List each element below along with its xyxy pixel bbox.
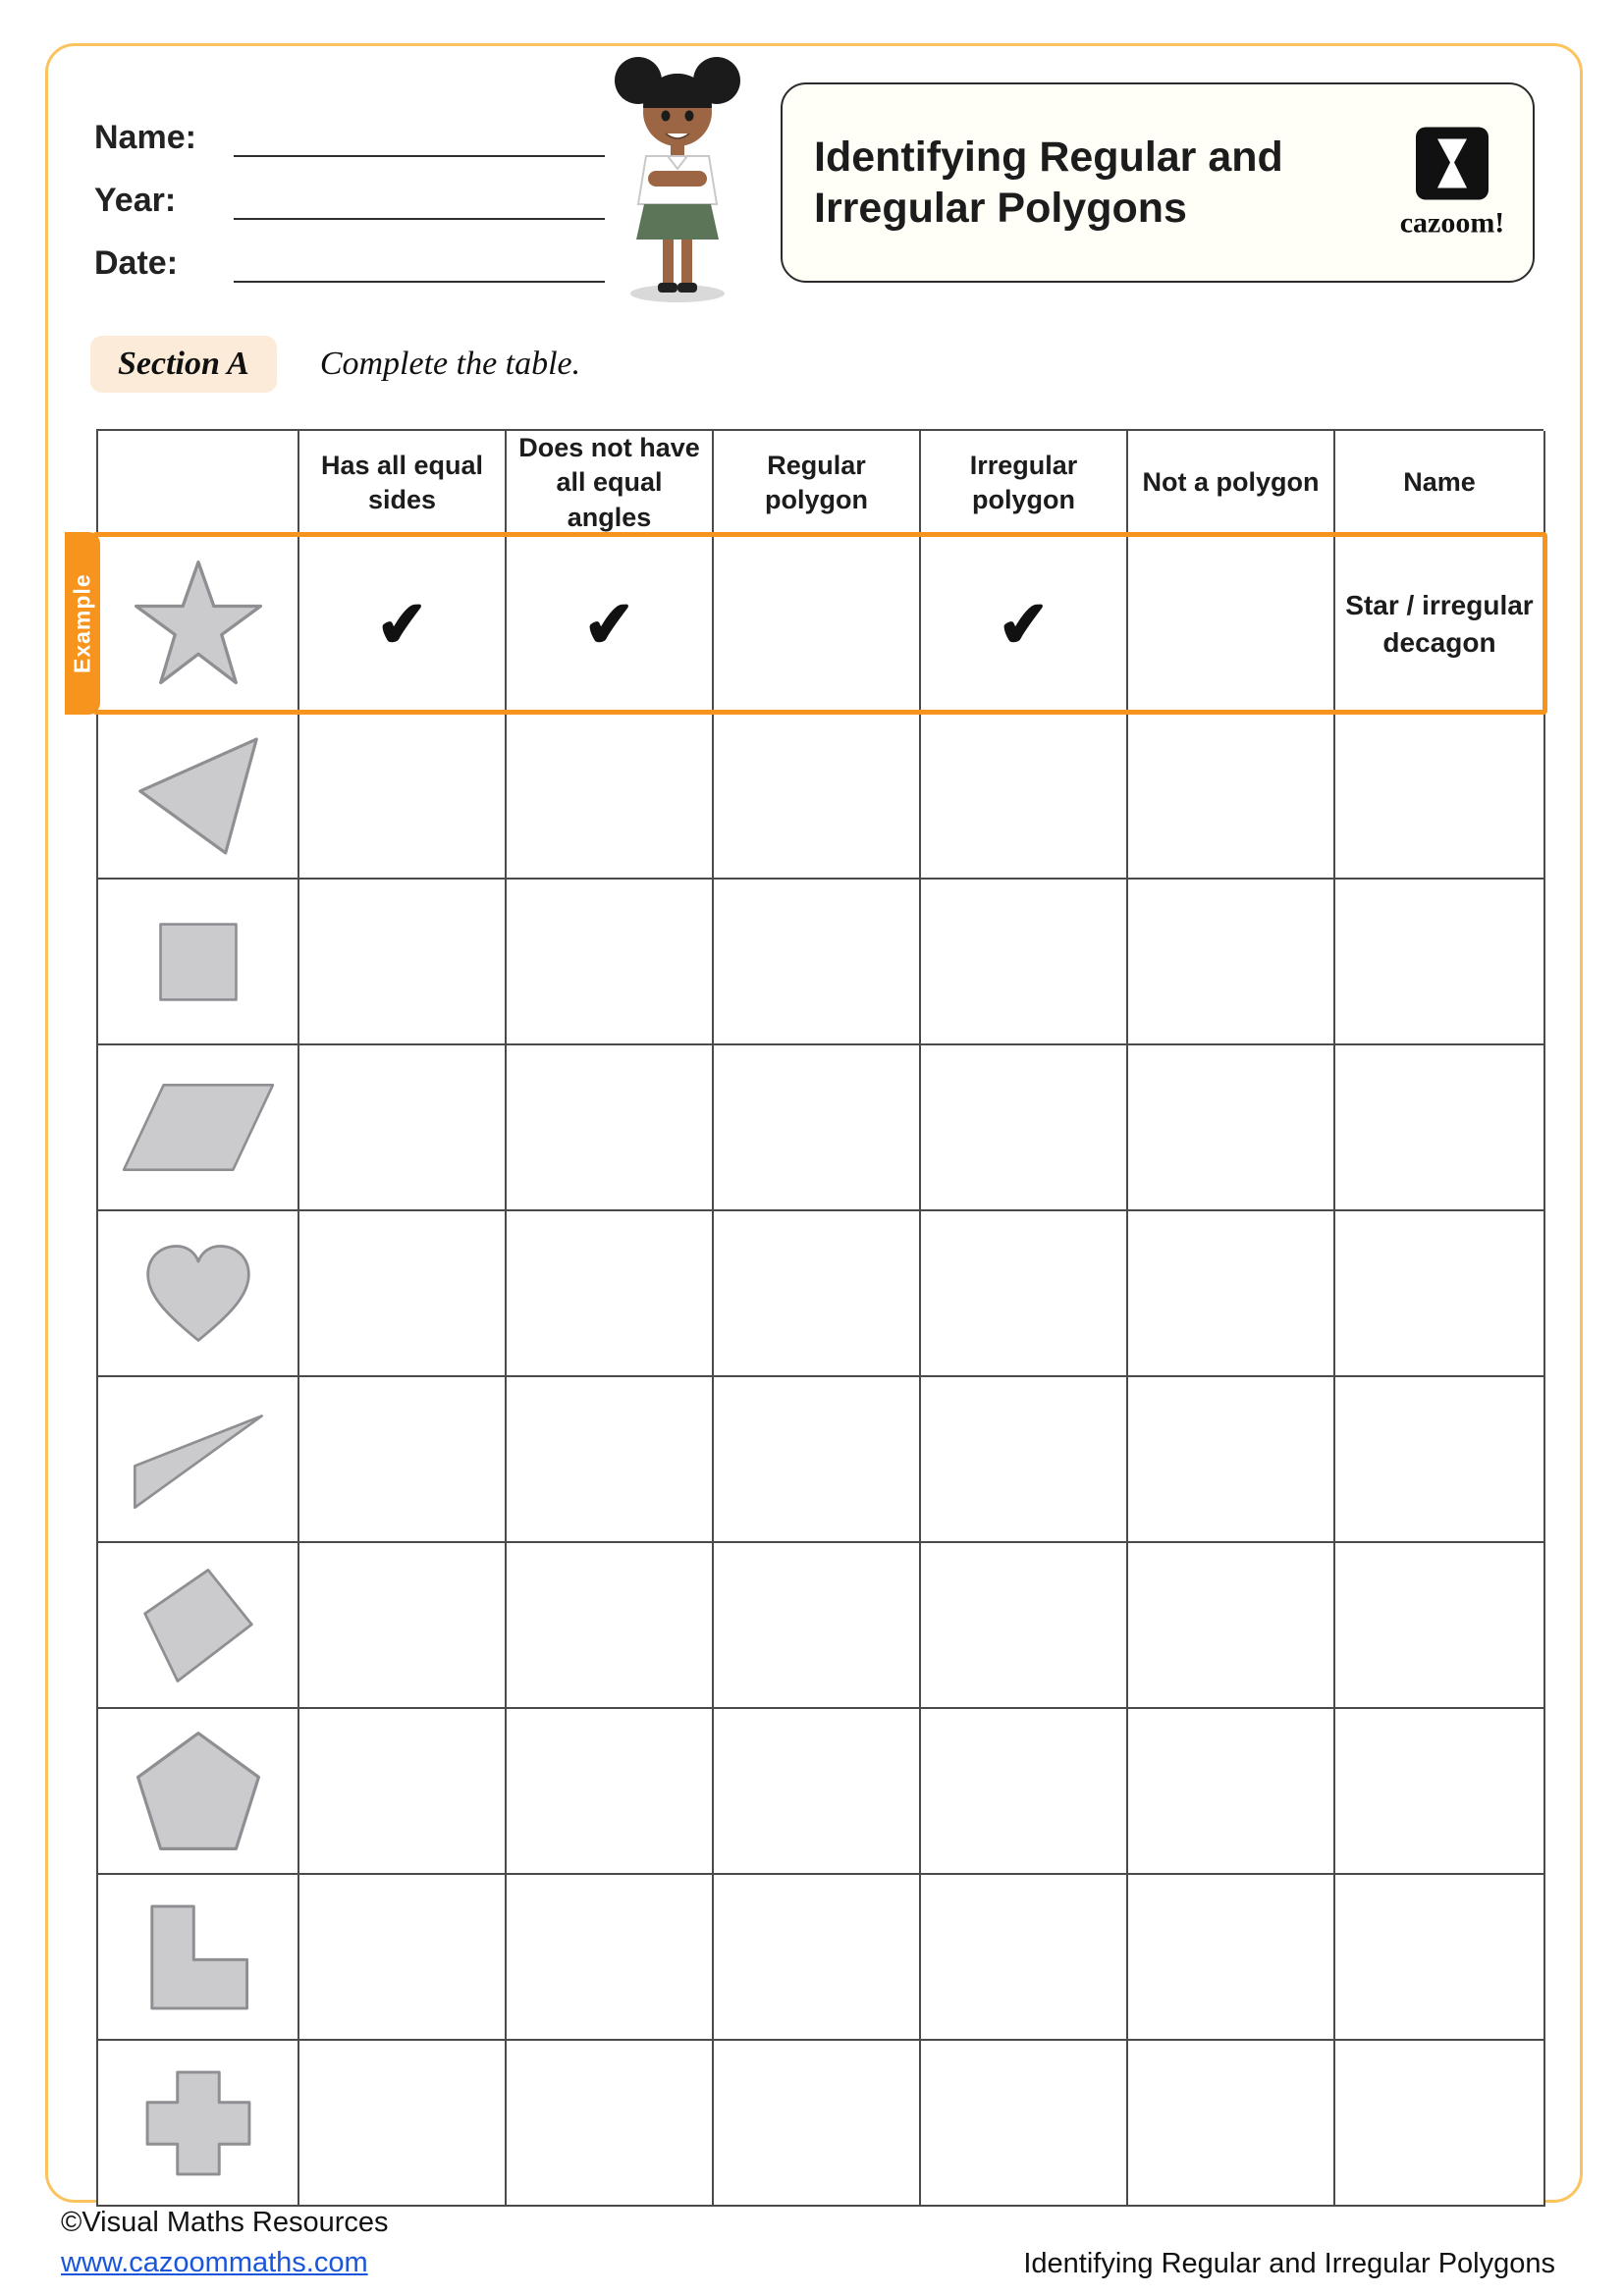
name-cell[interactable] bbox=[1335, 880, 1545, 1045]
answer-cell[interactable] bbox=[1128, 1543, 1335, 1709]
answer-cell[interactable] bbox=[299, 537, 507, 714]
answer-cell[interactable] bbox=[507, 714, 714, 880]
section-instruction: Complete the table. bbox=[319, 346, 581, 382]
shape-cell-heart bbox=[98, 1211, 299, 1377]
answer-cell[interactable] bbox=[299, 714, 507, 880]
answer-cell[interactable] bbox=[1128, 714, 1335, 880]
column-header: Irregular polygon bbox=[921, 431, 1128, 537]
name-cell[interactable] bbox=[1335, 1709, 1545, 1875]
cazoom-logo-icon bbox=[1414, 126, 1490, 207]
column-header: Name bbox=[1335, 431, 1545, 537]
name-cell[interactable]: Star / irregular decagon bbox=[1335, 537, 1545, 714]
answer-cell[interactable] bbox=[1128, 2041, 1335, 2207]
answer-cell[interactable] bbox=[1128, 1875, 1335, 2041]
answer-cell[interactable] bbox=[507, 1709, 714, 1875]
shape-column-header bbox=[98, 431, 299, 537]
answer-cell[interactable] bbox=[1128, 1377, 1335, 1543]
worksheet-title: Identifying Regular and Irregular Polygons bbox=[814, 133, 1283, 232]
year-field-row bbox=[94, 157, 624, 220]
name-field-row bbox=[94, 94, 624, 157]
polygon-table bbox=[69, 429, 1543, 2207]
answer-cell[interactable] bbox=[714, 537, 921, 714]
checkmark-icon: ✔ bbox=[580, 587, 638, 662]
column-header: Has all equal sides bbox=[299, 431, 507, 537]
answer-cell[interactable] bbox=[299, 1377, 507, 1543]
cross-icon bbox=[140, 2065, 256, 2181]
answer-cell[interactable] bbox=[507, 2041, 714, 2207]
answer-cell[interactable] bbox=[714, 1875, 921, 2041]
answer-cell[interactable] bbox=[507, 537, 714, 714]
shape-cell-rotated-quadrilateral bbox=[98, 1543, 299, 1709]
answer-cell[interactable] bbox=[299, 1045, 507, 1211]
shape-cell-cross bbox=[98, 2041, 299, 2207]
answer-cell[interactable] bbox=[1128, 1211, 1335, 1377]
thin-scalene-triangle-icon bbox=[131, 1408, 266, 1512]
cazoom-logo bbox=[1393, 126, 1511, 240]
answer-cell[interactable] bbox=[507, 880, 714, 1045]
shape-cell-l-shape bbox=[98, 1875, 299, 2041]
answer-cell[interactable] bbox=[714, 714, 921, 880]
answer-cell[interactable] bbox=[921, 1875, 1128, 2041]
answer-cell[interactable] bbox=[921, 1211, 1128, 1377]
name-cell[interactable] bbox=[1335, 714, 1545, 880]
name-cell[interactable] bbox=[1335, 1045, 1545, 1211]
answer-cell[interactable] bbox=[507, 1211, 714, 1377]
shape-cell-scalene-triangle-left bbox=[98, 714, 299, 880]
answer-cell[interactable] bbox=[921, 1709, 1128, 1875]
year-label: Year: bbox=[94, 182, 177, 219]
answer-cell[interactable] bbox=[299, 1875, 507, 2041]
checkmark-icon: ✔ bbox=[373, 587, 431, 662]
shape-cell-pentagon bbox=[98, 1709, 299, 1875]
answer-cell[interactable] bbox=[299, 1709, 507, 1875]
answer-cell[interactable] bbox=[1128, 537, 1335, 714]
answer-cell[interactable] bbox=[299, 1211, 507, 1377]
copyright-text: ©Visual Maths Resources bbox=[61, 2207, 389, 2238]
name-cell[interactable] bbox=[1335, 1377, 1545, 1543]
l-shape-icon bbox=[140, 1899, 256, 2015]
name-cell[interactable] bbox=[1335, 1875, 1545, 2041]
answer-cell[interactable] bbox=[921, 2041, 1128, 2207]
answer-cell[interactable] bbox=[714, 1543, 921, 1709]
answer-cell[interactable] bbox=[507, 1377, 714, 1543]
answer-cell[interactable] bbox=[921, 880, 1128, 1045]
name-cell[interactable] bbox=[1335, 1211, 1545, 1377]
website-link[interactable]: www.cazoommaths.com bbox=[61, 2247, 368, 2278]
shape-cell-star bbox=[98, 537, 299, 714]
student-info-fields bbox=[94, 94, 624, 283]
section-label: Section A bbox=[90, 336, 277, 393]
answer-cell[interactable] bbox=[921, 714, 1128, 880]
footer-left bbox=[61, 2207, 389, 2279]
example-row-tab: Example bbox=[65, 532, 100, 715]
column-header: Not a polygon bbox=[1128, 431, 1335, 537]
star-icon bbox=[134, 560, 263, 689]
answer-cell[interactable] bbox=[714, 880, 921, 1045]
checkmark-icon: ✔ bbox=[995, 587, 1053, 662]
answer-cell[interactable] bbox=[299, 880, 507, 1045]
section-row bbox=[90, 336, 580, 393]
answer-cell[interactable] bbox=[714, 2041, 921, 2207]
answer-cell[interactable] bbox=[299, 1543, 507, 1709]
name-cell[interactable] bbox=[1335, 1543, 1545, 1709]
date-label: Date: bbox=[94, 244, 179, 282]
cartoon-girl-icon bbox=[587, 51, 768, 304]
heart-icon bbox=[143, 1242, 253, 1346]
column-header: Does not have all equal angles bbox=[507, 431, 714, 537]
parallelogram-icon bbox=[122, 1079, 275, 1176]
polygon-table-grid bbox=[96, 429, 1543, 2207]
shape-cell-square bbox=[98, 880, 299, 1045]
answer-cell[interactable] bbox=[714, 1045, 921, 1211]
date-blank-line[interactable] bbox=[234, 241, 605, 283]
column-header: Regular polygon bbox=[714, 431, 921, 537]
answer-cell[interactable] bbox=[714, 1377, 921, 1543]
shape-cell-parallelogram bbox=[98, 1045, 299, 1211]
footer-worksheet-title: Identifying Regular and Irregular Polygons bbox=[1023, 2248, 1555, 2279]
answer-cell[interactable] bbox=[299, 2041, 507, 2207]
name-label: Name: bbox=[94, 119, 196, 156]
cazoom-logo-text: cazoom! bbox=[1399, 206, 1505, 240]
answer-cell[interactable] bbox=[714, 1709, 921, 1875]
cartoon-girl-illustration bbox=[587, 51, 768, 309]
year-blank-line[interactable] bbox=[234, 179, 605, 220]
answer-cell[interactable] bbox=[507, 1543, 714, 1709]
pentagon-icon bbox=[135, 1731, 261, 1851]
answer-cell[interactable] bbox=[921, 1377, 1128, 1543]
answer-cell[interactable] bbox=[1128, 1045, 1335, 1211]
name-blank-line[interactable] bbox=[234, 116, 605, 157]
rotated-quadrilateral-icon bbox=[138, 1566, 258, 1685]
shape-cell-thin-scalene-triangle bbox=[98, 1377, 299, 1543]
square-icon bbox=[147, 911, 249, 1013]
answer-cell[interactable] bbox=[714, 1211, 921, 1377]
answer-cell[interactable] bbox=[507, 1875, 714, 2041]
answer-cell[interactable] bbox=[507, 1045, 714, 1211]
answer-cell[interactable] bbox=[921, 1045, 1128, 1211]
answer-cell[interactable] bbox=[921, 537, 1128, 714]
worksheet-title-box bbox=[781, 82, 1535, 283]
date-field-row bbox=[94, 220, 624, 283]
name-cell[interactable] bbox=[1335, 2041, 1545, 2207]
scalene-triangle-left-icon bbox=[136, 734, 260, 858]
answer-cell[interactable] bbox=[921, 1543, 1128, 1709]
answer-cell[interactable] bbox=[1128, 880, 1335, 1045]
answer-cell[interactable] bbox=[1128, 1709, 1335, 1875]
